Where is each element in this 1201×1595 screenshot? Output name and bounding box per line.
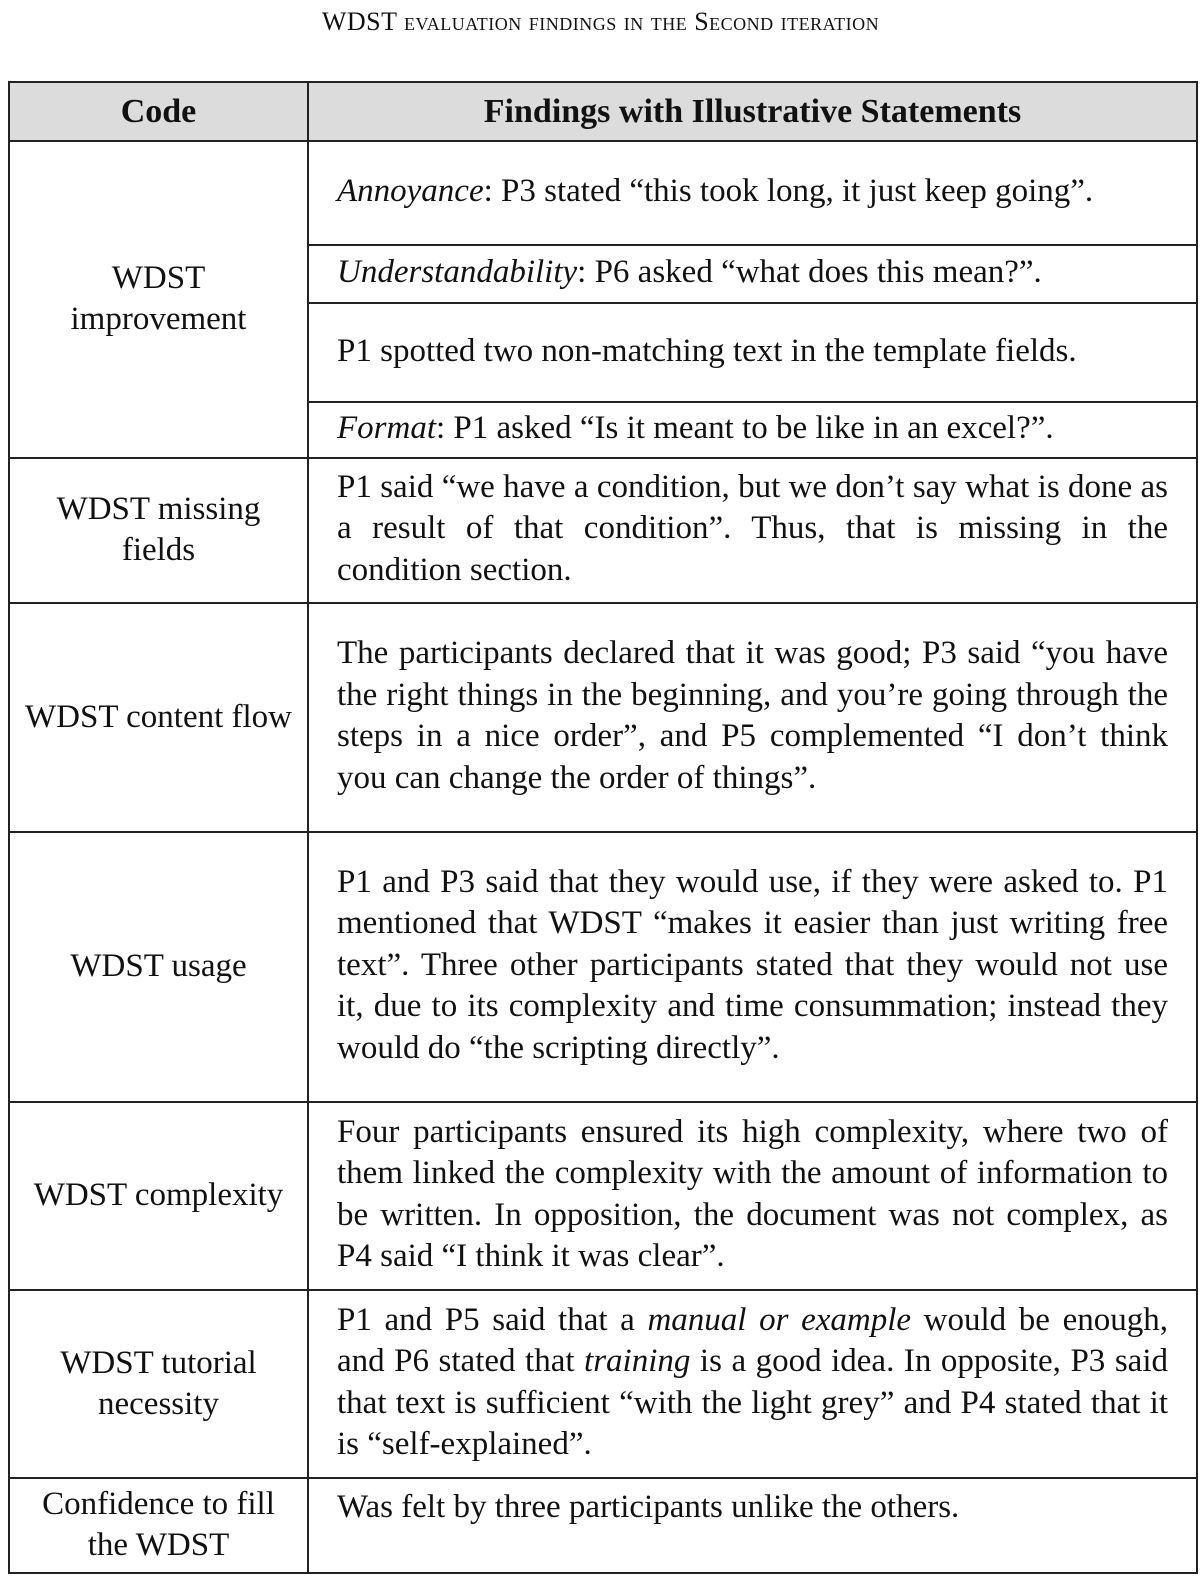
finding-cell [308, 303, 1197, 402]
finding-text: : P6 asked “what does this mean?”. [577, 254, 1042, 291]
finding-text: is a good idea. In opposite, P3 said that text is sufficient “with the light grey” and P4 stated that it is “self-explained”. [337, 1343, 1168, 1462]
table-row [9, 1290, 1197, 1478]
finding-text: P1 spotted two non-matching text in the template fields. [337, 332, 1077, 369]
header-code: Code [9, 82, 308, 141]
finding-text: P1 and P5 said that a [337, 1301, 648, 1338]
header-row [9, 82, 1197, 141]
code-cell: Confidence to fill the WDST [9, 1478, 308, 1573]
table-row [9, 832, 1197, 1102]
table-row [9, 458, 1197, 603]
code-cell: WDST improvement [9, 141, 308, 458]
finding-text: would be enough, and P6 stated that [337, 1301, 1168, 1379]
finding-cell: P1 and P3 said that they would use, if they were asked to. P1 mentioned that WDST “makes it easier than just writing free text”. Three other participants stated that they would not use it, due to its complexity and time consummation; instead they would do “the scripting directly”. [308, 832, 1197, 1102]
code-cell: WDST tutorial necessity [9, 1290, 308, 1478]
finding-text: : P1 asked “Is it meant to be like in an excel?”. [436, 410, 1054, 446]
table-row [9, 1478, 1197, 1573]
finding-text: : P3 stated “this took long, it just keep going”. [483, 173, 1094, 210]
header-findings: Findings with Illustrative Statements [308, 82, 1197, 141]
finding-cell: P1 said “we have a condition, but we don’t say what is done as a result of that condition”. Thus, that is missing in the condition section. [308, 458, 1197, 603]
finding-emphasis: manual or example [647, 1301, 912, 1338]
table-row [9, 603, 1197, 832]
finding-label: Annoyance [337, 173, 484, 210]
finding-cell: Was felt by three participants unlike the others. [308, 1478, 1197, 1573]
code-cell: WDST usage [9, 832, 308, 1102]
findings-table [8, 81, 1198, 1574]
finding-cell [308, 1290, 1197, 1478]
code-cell: WDST complexity [9, 1102, 308, 1290]
finding-label: Understandability [337, 254, 578, 291]
finding-label: Format [337, 410, 436, 446]
finding-cell [308, 402, 1197, 458]
finding-cell: Four participants ensured its high complexity, where two of them linked the complexity with the amount of information to be written. In opposition, the document was not complex, as P4 said “I think it was clear”. [308, 1102, 1197, 1290]
code-cell: WDST content flow [9, 603, 308, 832]
table-row [9, 1102, 1197, 1290]
table-caption: WDST evaluation findings in the Second iteration [321, 7, 880, 36]
finding-cell [308, 141, 1197, 245]
finding-cell: The participants declared that it was good; P3 said “you have the right things in the beginning, and you’re going through the steps in a nice order”, and P5 complemented “I don’t think you can change the order of things”. [308, 603, 1197, 832]
finding-cell [308, 245, 1197, 303]
code-cell: WDST missing fields [9, 458, 308, 603]
table-row [9, 141, 1197, 245]
finding-emphasis: training [584, 1343, 691, 1379]
